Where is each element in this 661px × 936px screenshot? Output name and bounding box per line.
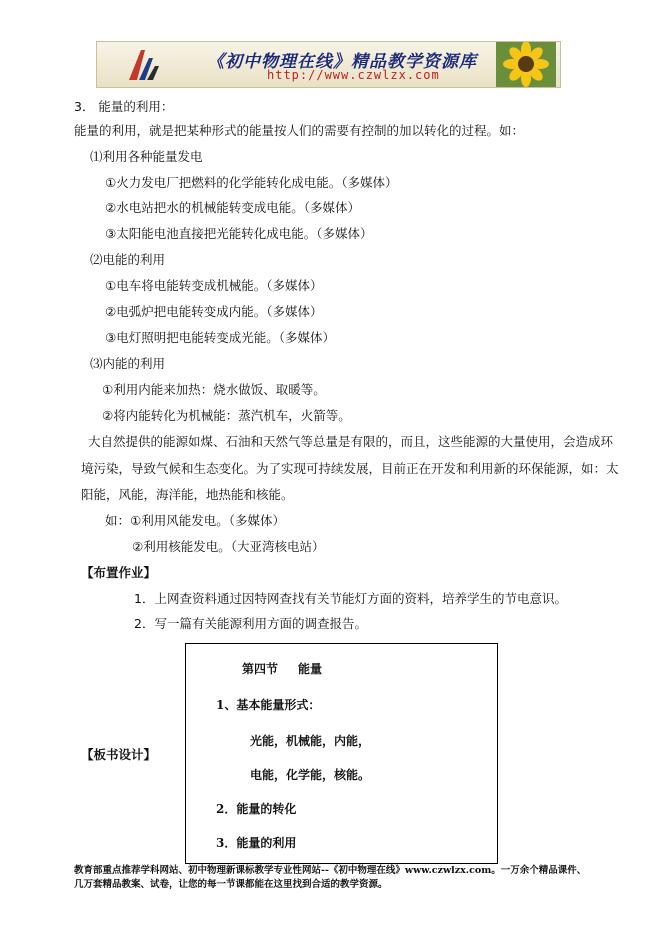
board-line-2: 2．能量的转化 [216, 802, 297, 816]
list-item: ③太阳能电池直接把光能转化成电能。（多媒体） [105, 226, 373, 241]
site-logo-icon [123, 46, 163, 84]
list-item: ①火力发电厂把燃料的化学能转化成电能。（多媒体） [105, 175, 398, 190]
example-line: 如：①利用风能发电。（多媒体） [105, 513, 285, 528]
paragraph-line: 境污染，导致气候和生态变化。为了实现可持续发展，目前正在开发和利用新的环保能源，如：太 [81, 461, 619, 476]
homework-item: 1．上网查资料通过因特网查找有关节能灯方面的资料，培养学生的节电意识。 [134, 591, 567, 606]
board-line-3: 3．能量的利用 [216, 836, 297, 850]
banner-url[interactable]: http://www.czwlzx.com [267, 68, 440, 82]
board-forms-1: 光能，机械能，内能， [250, 734, 371, 748]
list-item: ②将内能转化为机械能：蒸汽机车，火箭等。 [102, 408, 351, 423]
board-design-box [185, 643, 498, 864]
homework-item: 2．写一篇有关能源利用方面的调查报告。 [134, 616, 367, 631]
homework-title: 【布置作业】 [81, 565, 157, 580]
board-forms-2: 电能，化学能，核能。 [250, 768, 371, 782]
list-item: ①电车将电能转变成机械能。（多媒体） [105, 278, 323, 293]
section-heading: 3． 能量的利用： [74, 99, 174, 114]
subsection-1-title: ⑴利用各种能量发电 [90, 149, 203, 164]
board-design-label: 【板书设计】 [81, 747, 157, 762]
footer-line: 教育部重点推荐学科网站、初中物理新课标教学专业性网站--《初中物理在线》www.czwlzx.com。一万余个精品课件、 [74, 865, 587, 876]
subsection-2-title: ⑵电能的利用 [90, 252, 166, 267]
paragraph-line: 阳能，风能，海洋能，地热能和核能。 [81, 487, 294, 502]
paragraph-line: 大自然提供的能源如煤、石油和天然气等总量是有限的，而且，这些能源的大量使用，会造成环 [88, 434, 614, 449]
footer-line: 几万套精品教案、试卷，让您的每一节课都能在这里找到合适的教学资源。 [74, 879, 388, 890]
board-section: 第四节 [242, 662, 279, 676]
list-item: ②水电站把水的机械能转变成电能。（多媒体） [105, 200, 360, 215]
subsection-3-title: ⑶内能的利用 [90, 356, 166, 371]
board-topic: 能量 [298, 662, 323, 676]
page-footer [74, 864, 614, 892]
example-line: ②利用核能发电。（大亚湾核电站） [132, 539, 325, 554]
intro-text: 能量的利用，就是把某种形式的能量按人们的需要有控制的加以转化的过程。如： [74, 123, 525, 138]
header-banner [96, 41, 561, 88]
list-item: ②电弧炉把电能转变成内能。（多媒体） [105, 304, 323, 319]
sunflower-icon [496, 42, 556, 87]
banner-title: 《初中物理在线》精品教学资源库 [207, 52, 477, 72]
list-item: ③电灯照明把电能转变成光能。（多媒体） [105, 330, 335, 345]
board-line-1: 1、基本能量形式： [216, 698, 321, 712]
list-item: ①利用内能来加热：烧水做饭、取暖等。 [102, 382, 326, 397]
